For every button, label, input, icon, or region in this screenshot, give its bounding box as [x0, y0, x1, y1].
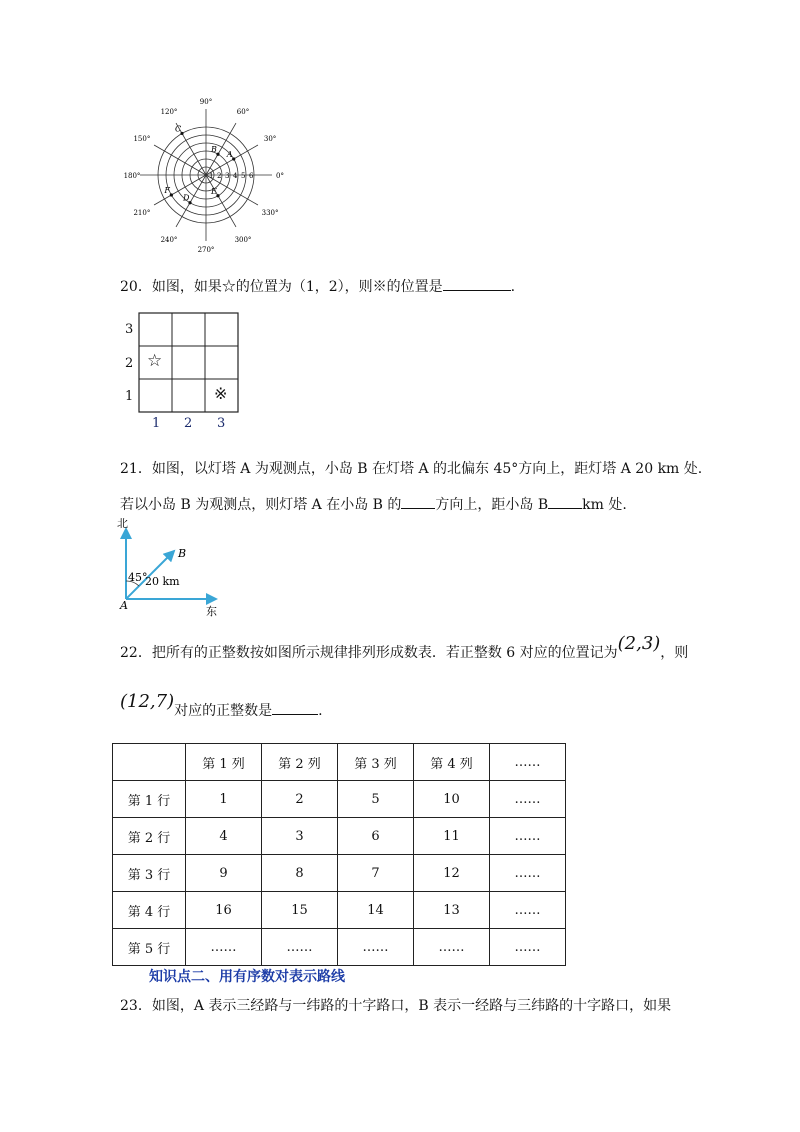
q20-grid — [120, 308, 250, 434]
table-cell: 第 2 行 — [113, 818, 186, 855]
position-pair: (12,7) — [120, 691, 175, 712]
position-pair: (2,3) — [617, 633, 661, 654]
table-cell: …… — [490, 781, 566, 818]
table-cell: 第 1 行 — [113, 781, 186, 818]
angle-label: 210° — [133, 209, 151, 217]
answer-blank — [443, 276, 511, 291]
question-22-line1 — [120, 633, 689, 663]
q22-text-end: . — [318, 703, 323, 719]
question-22-line2 — [120, 691, 323, 721]
table-cell: 6 — [338, 818, 414, 855]
angle-label: 0° — [276, 172, 284, 180]
question-21-line2 — [120, 494, 627, 515]
table-cell: 13 — [414, 892, 490, 929]
point-label: E — [211, 186, 217, 196]
table-row — [113, 781, 566, 818]
point-label: A — [226, 150, 233, 159]
bearing-figure — [112, 515, 232, 619]
answer-blank — [548, 494, 582, 509]
table-cell: 第 3 列 — [338, 744, 414, 781]
angle-label: 240° — [160, 236, 178, 245]
polar-point — [232, 157, 235, 160]
angle-label: 30° — [263, 135, 277, 143]
angle-label: 120° — [160, 107, 178, 116]
table-row — [113, 929, 566, 966]
answer-blank — [401, 494, 435, 509]
table-cell: 15 — [262, 892, 338, 929]
question-21-line1: 21．如图，以灯塔 A 为观测点，小岛 B 在灯塔 A 的北偏东 45°方向上，距灯塔 A 20 km 处. — [120, 461, 703, 477]
point-label: F — [164, 186, 170, 195]
col-label: 3 — [217, 416, 226, 431]
table-cell: …… — [490, 855, 566, 892]
table-cell: 2 — [262, 781, 338, 818]
distance-label: 20 km — [145, 575, 180, 588]
angle-label: 300° — [234, 236, 252, 245]
table-cell: …… — [490, 929, 566, 966]
reference-mark-symbol: ※ — [214, 384, 228, 403]
question-23: 23．如图，A 表示三经路与一纬路的十字路口，B 表示一经路与三纬路的十字路口，如果 — [120, 998, 672, 1014]
q21-text-a: 若以小岛 B 为观测点，则灯塔 A 在小岛 B 的 — [120, 497, 402, 513]
table-cell: 第 4 行 — [113, 892, 186, 929]
table-cell: 1 — [186, 781, 262, 818]
table-cell: 第 5 行 — [113, 929, 186, 966]
point-b-label: B — [178, 547, 187, 560]
point-label: C — [175, 124, 182, 134]
angle-label: 180° — [123, 172, 141, 180]
q22-text: 对应的正整数是 — [174, 703, 273, 719]
question-20-text: 20．如图，如果☆的位置为（1，2），则※的位置是 — [120, 279, 443, 295]
table-cell: …… — [490, 892, 566, 929]
table-cell: 9 — [186, 855, 262, 892]
row-label: 2 — [125, 356, 134, 371]
col-label: 1 — [152, 416, 161, 431]
q22-text-end: ，则 — [660, 645, 689, 661]
polar-point — [170, 193, 173, 196]
north-label: 北 — [117, 517, 128, 530]
point-label: D — [183, 193, 190, 203]
point-a-label: A — [120, 599, 128, 612]
q21-text-b: 方向上，距小岛 B — [435, 497, 549, 513]
table-cell — [113, 744, 186, 781]
table-cell: 第 2 列 — [262, 744, 338, 781]
row-label: 3 — [125, 322, 134, 337]
table-row — [113, 892, 566, 929]
answer-blank — [272, 700, 318, 715]
star-symbol: ☆ — [147, 351, 163, 371]
row-label: 1 — [125, 389, 134, 404]
ring-label: 3 — [225, 172, 230, 180]
q22-text: 22．把所有的正整数按如图所示规律排列形成数表．若正整数 6 对应的位置记为 — [120, 645, 618, 661]
number-table — [112, 743, 566, 966]
table-cell: …… — [414, 929, 490, 966]
table-cell: 第 1 列 — [186, 744, 262, 781]
table-cell: 第 3 行 — [113, 855, 186, 892]
table-cell: 16 — [186, 892, 262, 929]
angle-label: 330° — [261, 209, 279, 217]
col-label: 2 — [184, 416, 193, 431]
table-cell: …… — [490, 744, 566, 781]
polar-ray — [154, 175, 206, 205]
table-cell: 11 — [414, 818, 490, 855]
table-cell: 14 — [338, 892, 414, 929]
ring-label: 6 — [249, 172, 254, 180]
polar-ray — [176, 175, 206, 227]
angle-label: 90° — [199, 98, 213, 106]
east-label: 东 — [206, 605, 217, 618]
table-row — [113, 855, 566, 892]
angle-label: 45° — [128, 571, 148, 584]
section-heading: 知识点二、用有序数对表示路线 — [149, 969, 345, 985]
table-cell: …… — [338, 929, 414, 966]
ring-label: 5 — [241, 172, 246, 180]
angle-label: 270° — [197, 246, 215, 254]
polar-point — [216, 194, 219, 197]
ring-label: 4 — [233, 172, 238, 180]
polar-ray — [154, 145, 206, 175]
point-label: B — [211, 145, 217, 155]
question-20-end: . — [510, 279, 516, 295]
angle-label: 60° — [236, 107, 250, 116]
table-cell: 5 — [338, 781, 414, 818]
ring-label: 1 — [209, 172, 214, 180]
table-cell: 7 — [338, 855, 414, 892]
table-row — [113, 818, 566, 855]
q21-text-c: km 处. — [582, 497, 627, 513]
question-20 — [120, 276, 515, 297]
table-cell: 10 — [414, 781, 490, 818]
table-cell: 8 — [262, 855, 338, 892]
polar-ray — [206, 175, 236, 227]
table-cell: 3 — [262, 818, 338, 855]
table-cell: 第 4 列 — [414, 744, 490, 781]
ring-label: 2 — [217, 172, 222, 180]
table-header-row — [113, 744, 566, 781]
table-cell: 12 — [414, 855, 490, 892]
angle-label: 150° — [133, 135, 151, 143]
table-cell: 4 — [186, 818, 262, 855]
table-cell: …… — [186, 929, 262, 966]
polar-figure — [118, 95, 298, 255]
table-cell: …… — [490, 818, 566, 855]
table-cell: …… — [262, 929, 338, 966]
